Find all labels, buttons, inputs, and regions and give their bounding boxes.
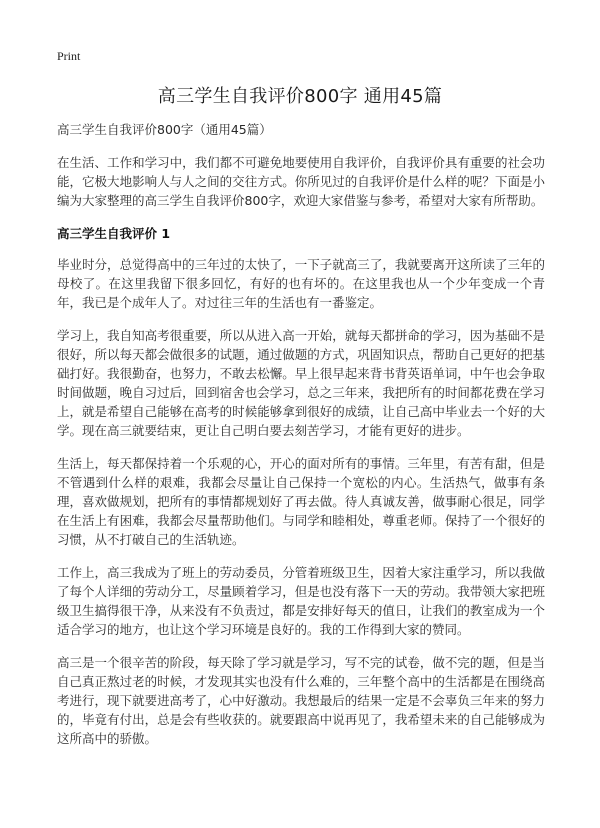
intro-paragraph: 在生活、工作和学习中，我们都不可避免地要使用自我评价，自我评价具有重要的社会功能，它极大地影响人与人之间的交往方式。你所见过的自我评价是什么样的呢？下面是小编为大家整理的高三学生自我评价800字，欢迎大家借鉴与参考，希望对大家有所帮助。 [57,155,545,208]
body-paragraph: 高三是一个很辛苦的阶段，每天除了学习就是学习，写不完的试卷，做不完的题，但是当自己真正熬过老的时候，才发现其实也没有什么难的，三年整个高中的生活都是在围绕高考进行，现下就要进高考了，心中好激动。我想最后的结果一定是不会辜负三年来的努力的，毕竟有付出，总是会有些收获的。就要跟高中说再见了，我希望未来的自己能够成为这所高中的骄傲。 [57,655,545,746]
page-title: 高三学生自我评价800字 通用45篇 [157,86,443,107]
article-body [57,120,545,762]
article-subtitle: 高三学生自我评价800字（通用45篇） [57,122,272,137]
body-paragraph: 工作上，高三我成为了班上的劳动委员，分管着班级卫生，因着大家注重学习，所以我做了每个人详细的劳动分工，尽量顾着学习，但是也没有落下一天的劳动。我带领大家把班级卫生搞得很干净，从来没有不负责过，都是安排好每天的值日，让我们的教室成为一个适合学习的地方，也让这个学习环境是良好的。我的工作得到大家的赞同。 [57,565,545,637]
body-paragraph: 毕业时分，总觉得高中的三年过的太快了，一下子就高三了，我就要离开这所读了三年的母校了。在这里我留下很多回忆，有好的也有坏的。在这里我也从一个少年变成一个青年，我已是个成年人了。对过往三年的生活也有一番鉴定。 [57,257,545,310]
body-paragraph: 学习上，我自知高考很重要，所以从进入高一开始，就每天都拼命的学习，因为基础不是很好，所以每天都会做很多的试题，通过做题的方式，巩固知识点，帮助自己更好的把基础打好。我很勤奋，也努力，不敢去松懈。早上很早起来背书背英语单词，中午也会争取时间做题，晚自习过后，回到宿舍也会学习，总之三年来，我把所有的时间都花费在学习上，就是希望自己能够在高考的时候能够拿到很好的成绩，让自己高中毕业去一个好的大学。现在高三就要结束，更让自己明白要去刻苦学习，才能有更好的进步。 [57,328,545,438]
print-link[interactable]: Print [57,49,81,63]
body-paragraph: 生活上，每天都保持着一个乐观的心，开心的面对所有的事情。三年里，有苦有甜，但是不管遇到什么样的艰难，我都会尽量让自己保持一个宽松的内心。生活热气，做事有条理，喜欢做规划，把所有的事情都规划好了再去做。待人真诚友善，做事耐心很足，同学在生活上有困难，我都会尽量帮助他们。与同学和睦相处，尊重老师。保持了一个很好的习惯，从不打破自己的生活轨迹。 [57,456,545,547]
section-heading: 高三学生自我评价 1 [57,226,171,241]
